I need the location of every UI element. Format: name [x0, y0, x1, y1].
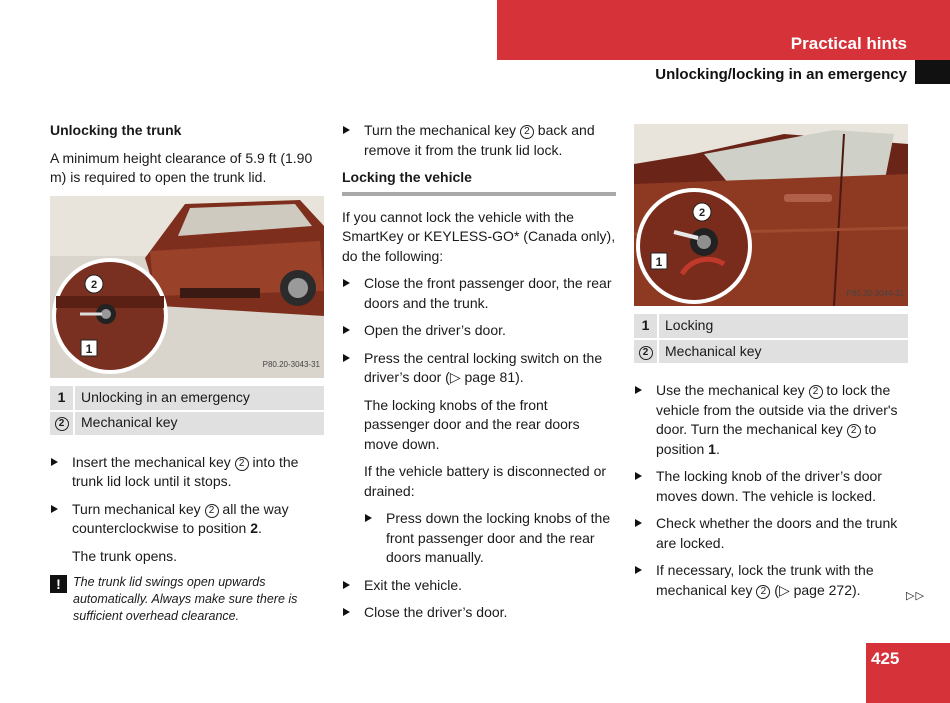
bullet-item: Turn mechanical key 2 all the way counterclockwise to position 2. — [50, 500, 325, 539]
legend-row — [50, 411, 324, 436]
legend-num: 2 — [634, 339, 658, 364]
locking-intro: If you cannot lock the vehicle with the SmartKey or KEYLESS-GO* (Canada only), do the following: — [342, 208, 616, 264]
legend-num: 1 — [634, 314, 658, 339]
subsection-title: Unlocking/locking in an emergency — [655, 66, 907, 83]
bullet-arrow-icon — [343, 279, 350, 287]
key-callout: 2 — [235, 457, 249, 471]
sub-bullet-item: Press down the locking knobs of the front passenger door and the rear doors manually. — [364, 509, 616, 568]
key-callout: 2 — [847, 424, 861, 438]
bullet-arrow-icon — [343, 126, 350, 134]
locking-heading: Locking the vehicle — [342, 168, 616, 196]
svg-text:2: 2 — [90, 278, 98, 291]
trunk-intro: A minimum height clearance of 5.9 ft (1.90 m) is required to open the trunk lid. — [50, 149, 313, 185]
column-3 — [634, 124, 908, 608]
legend-label: Mechanical key — [658, 339, 908, 364]
battery-note: If the vehicle battery is disconnected or drained: — [364, 463, 607, 499]
bullet-arrow-icon — [635, 519, 642, 527]
warning-text: The trunk lid swings open upwards automatically. Always make sure there is sufficient overhead clearance. — [73, 575, 298, 623]
page-number: 425 — [871, 649, 900, 668]
bullet-item: Check whether the doors and the trunk are locked. — [634, 514, 908, 553]
bullet-item: The locking knob of the driver’s door moves down. The vehicle is locked. — [634, 467, 908, 506]
photo-code: P80.20-3044-31 — [846, 288, 904, 298]
header-tab-marker — [915, 60, 950, 84]
warning-icon: ! — [50, 575, 67, 593]
trunk-result: The trunk opens. — [72, 547, 178, 564]
locking-legend — [634, 314, 908, 365]
legend-label: Unlocking in an emergency — [74, 386, 324, 411]
bullet-arrow-icon — [635, 472, 642, 480]
bullet-arrow-icon — [51, 505, 58, 513]
trunk-heading: Unlocking the trunk — [50, 122, 182, 138]
door-photo — [634, 124, 908, 306]
legend-label: Locking — [658, 314, 908, 339]
warning-note — [50, 574, 325, 625]
legend-num: 1 — [50, 386, 74, 411]
bullet-arrow-icon — [635, 566, 642, 574]
locking-note: The locking knobs of the front passenger door and the rear doors move down. — [364, 396, 580, 452]
bullet-arrow-icon — [343, 581, 350, 589]
column-1 — [50, 121, 325, 625]
bullet-item: Turn the mechanical key 2 back and remove it from the trunk lid lock. — [342, 121, 616, 160]
legend-row — [50, 386, 324, 411]
key-callout: 2 — [520, 125, 534, 139]
bullet-arrow-icon — [343, 354, 350, 362]
bullet-item: Insert the mechanical key 2 into the trunk lid lock until it stops. — [50, 453, 325, 492]
bullet-item: Close the driver’s door. — [342, 603, 616, 623]
key-callout: 2 — [809, 385, 823, 399]
bullet-arrow-icon — [343, 326, 350, 334]
trunk-legend — [50, 386, 324, 437]
photo-code: P80.20-3043-31 — [262, 360, 320, 369]
svg-text:1: 1 — [85, 341, 93, 356]
column-2 — [342, 121, 616, 631]
trunk-photo — [50, 196, 324, 378]
key-callout: 2 — [205, 504, 219, 518]
bullet-arrow-icon — [343, 608, 350, 616]
bullet-item: Exit the vehicle. — [342, 576, 616, 596]
legend-row — [634, 314, 908, 339]
bullet-item: If necessary, lock the trunk with the mechanical key 2 (▷ page 272). — [634, 561, 908, 600]
section-title: Practical hints — [790, 34, 907, 53]
legend-row — [634, 339, 908, 364]
bullet-arrow-icon — [51, 458, 58, 466]
svg-text:1: 1 — [655, 255, 663, 269]
legend-num: 2 — [50, 411, 74, 436]
bullet-item: Press the central locking switch on the driver’s door (▷ page 81). — [342, 349, 616, 388]
continued-arrows-icon: ▷▷ — [906, 590, 925, 602]
svg-text:2: 2 — [698, 207, 706, 219]
bullet-item: Close the front passenger door, the rear doors and the trunk. — [342, 274, 616, 313]
bullet-arrow-icon — [365, 514, 372, 522]
bullet-arrow-icon — [635, 386, 642, 394]
legend-label: Mechanical key — [74, 411, 324, 436]
bullet-item: Use the mechanical key 2 to lock the vehicle from the outside via the driver's door. Turn the mechanical key 2 to position 1. — [634, 381, 908, 459]
bullet-item: Open the driver’s door. — [342, 321, 616, 341]
key-callout: 2 — [756, 585, 770, 599]
